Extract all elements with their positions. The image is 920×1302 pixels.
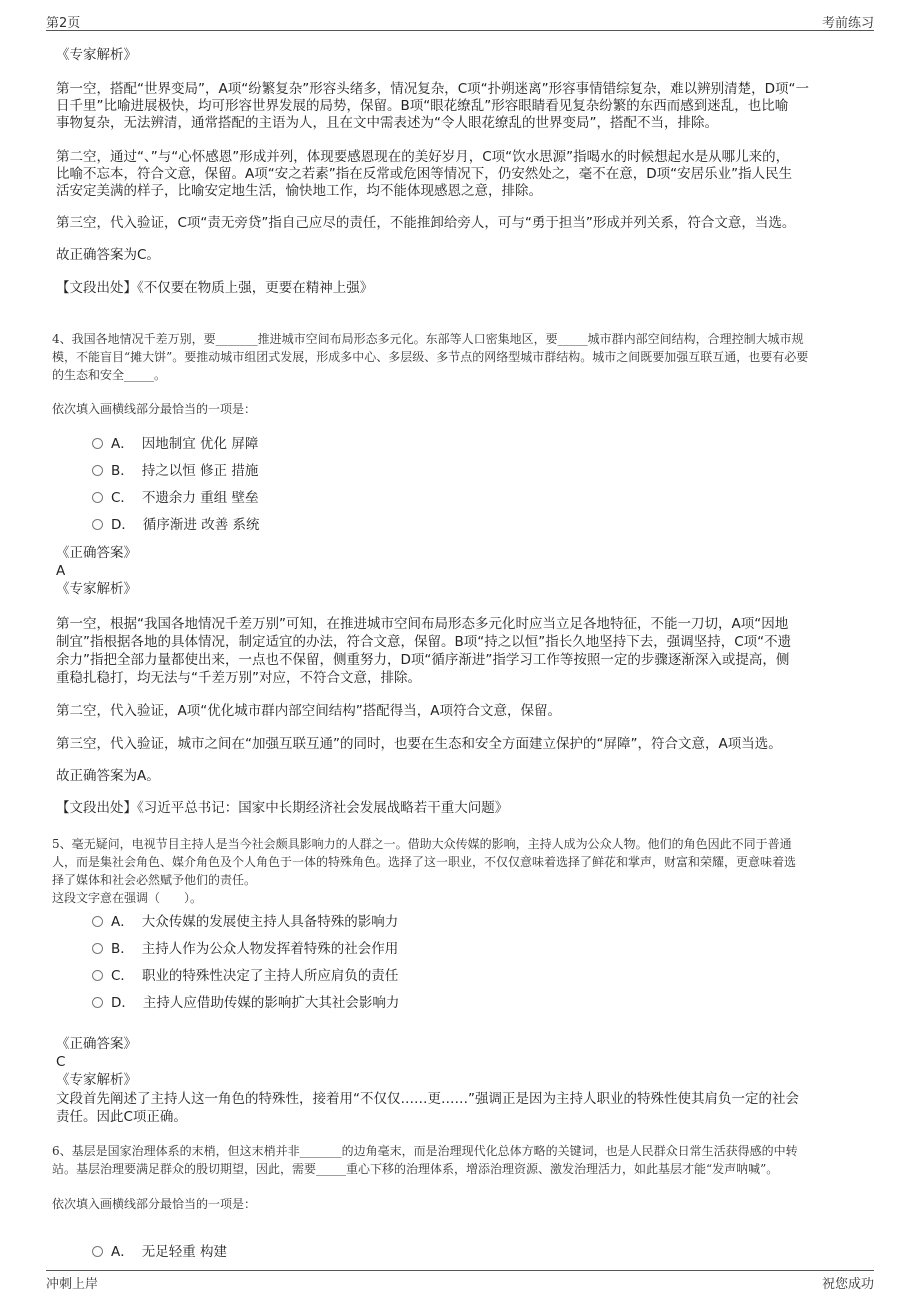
q5-option-d[interactable]: D． 主持人应借助传媒的影响扩大其社会影响力 xyxy=(92,994,399,1012)
q6-stem-line2: 站。基层治理要满足群众的殷切期望，因此，需要_____重心下移的治理体系，增添治理资源、激发治理活力，如此基层才能“发声呐喊”。 xyxy=(52,1162,779,1176)
q5-answer-label: 《正确答案》 xyxy=(56,1036,137,1052)
q5-expert-label: 《专家解析》 xyxy=(56,1072,137,1088)
q5-stem-line3: 择了媒体和社会必然赋予他们的责任。 xyxy=(52,873,257,887)
q4-para1-line1: 第一空，根据“我国各地情况千差万别”可知，在推进城市空间布局形态多元化时应当立足各地特征，不能一刀切，A项“因地 xyxy=(56,616,789,632)
q6-option-a[interactable]: A． 无足轻重 构建 xyxy=(92,1243,227,1261)
q3-para3: 第三空，代入验证，C项“责无旁贷”指自己应尽的责任，不能推卸给旁人，可与“勇于担当”形成并列关系，符合文意，当选。 xyxy=(56,215,796,231)
q4-para1-line2: 制宜”指根据各地的具体情况，制定适宜的办法，符合文意，保留。B项“持之以恒”指长久地坚持下去，强调坚持，C项“不遗 xyxy=(56,634,792,650)
q4-para2: 第二空，代入验证，A项“优化城市群内部空间结构”搭配得当，A项符合文意，保留。 xyxy=(56,703,561,719)
q5-prompt: 这段文字意在强调（ ）。 xyxy=(52,891,203,905)
q3-para2-line2: 比喻不忘本，符合文意，保留。A项“安之若素”指在反常或危困等情况下，仍安然处之，毫不在意，D项“安居乐业”指人民生 xyxy=(56,166,793,182)
q4-prompt: 依次填入画横线部分最恰当的一项是： xyxy=(52,402,257,416)
radio-icon[interactable] xyxy=(92,465,103,476)
radio-icon[interactable] xyxy=(92,492,103,503)
q3-source: 【文段出处】《不仅要在物质上强，更要在精神上强》 xyxy=(56,280,374,296)
q3-para1-line1: 第一空，搭配“世界变局”，A项“纷繁复杂”形容头绪多，情况复杂，C项“扑朔迷离”形容事情错综复杂，难以辨别清楚，D项“一 xyxy=(56,81,810,97)
q5-analysis-line1: 文段首先阐述了主持人这一角色的特殊性，接着用“不仅仅……更……”强调正是因为主持人职业的特殊性使其肩负一定的社会 xyxy=(56,1091,799,1107)
q4-option-a[interactable]: A． 因地制宜 优化 屏障 xyxy=(92,435,258,453)
radio-icon[interactable] xyxy=(92,916,103,927)
q3-para2-line1: 第二空，通过“、”与“心怀感恩”形成并列，体现要感恩现在的美好岁月，C项“饮水思源”指喝水的时候想起水是从哪儿来的， xyxy=(56,149,790,165)
q5-option-c[interactable]: C． 职业的特殊性决定了主持人所应肩负的责任 xyxy=(92,967,398,985)
radio-icon[interactable] xyxy=(92,970,103,981)
header-title: 考前练习 xyxy=(821,16,874,31)
q4-para1-line4: 重稳扎稳打，均无法与“千差万别”对应，不符合文意，排除。 xyxy=(56,670,421,686)
q5-option-b[interactable]: B． 主持人作为公众人物发挥着特殊的社会作用 xyxy=(92,940,398,958)
q5-stem-line1: 5、毫无疑问，电视节目主持人是当今社会颇具影响力的人群之一。借助大众传媒的影响，主持人成为公众人物。他们的角色因此不同于普通 xyxy=(52,837,792,851)
q5-analysis-line2: 责任。因此C项正确。 xyxy=(56,1109,187,1125)
q3-para1-line2: 日千里”比喻进展极快，均可形容世界发展的局势，保留。B项“眼花缭乱”形容眼睛看见复杂纷繁的东西而感到迷乱，也比喻 xyxy=(56,98,789,114)
q4-stem-line2: 模，不能盲目“摊大饼”。要推动城市组团式发展，形成多中心、多层级、多节点的网络型城市群结构。城市之间既要加强互联互通，也要有必要 xyxy=(52,350,809,364)
page-number: 第2页 xyxy=(46,16,81,31)
page-footer xyxy=(46,1270,874,1291)
radio-icon[interactable] xyxy=(92,438,103,449)
q3-expert-label: 《专家解析》 xyxy=(56,47,137,63)
q6-prompt: 依次填入画横线部分最恰当的一项是： xyxy=(52,1197,257,1211)
q5-option-a[interactable]: A． 大众传媒的发展使主持人具备特殊的影响力 xyxy=(92,913,398,931)
q4-stem-line1: 4、我国各地情况千差万别，要_______推进城市空间布局形态多元化。东部等人口密集地区，要_____城市群内部空间结构，合理控制大城市规 xyxy=(52,332,804,346)
q3-para1-line3: 事物复杂，无法辨清，通常搭配的主语为人，且在文中需表述为“令人眼花缭乱的世界变局”，搭配不当，排除。 xyxy=(56,115,718,131)
q4-source: 【文段出处】《习近平总书记：国家中长期经济社会发展战略若干重大问题》 xyxy=(56,800,509,816)
q6-stem-line1: 6、基层是国家治理体系的末梢，但这末梢并非_______的边角毫末，而是治理现代化总体方略的关键词，也是人民群众日常生活获得感的中转 xyxy=(52,1144,798,1158)
q4-answer: A xyxy=(56,563,66,579)
q3-para2-line3: 活安定美满的样子，比喻安定地生活，愉快地工作，均不能体现感恩之意，排除。 xyxy=(56,183,542,199)
q4-conclusion: 故正确答案为A。 xyxy=(56,768,160,784)
radio-icon[interactable] xyxy=(92,997,103,1008)
radio-icon[interactable] xyxy=(92,519,103,530)
q4-para3: 第三空，代入验证，城市之间在“加强互联互通”的同时，也要在生态和安全方面建立保护的“屏障”，符合文意，A项当选。 xyxy=(56,736,782,752)
q4-option-c[interactable]: C． 不遗余力 重组 壁垒 xyxy=(92,489,259,507)
q4-option-b[interactable]: B． 持之以恒 修正 措施 xyxy=(92,462,258,480)
footer-right: 祝您成功 xyxy=(821,1277,874,1292)
q5-stem-line2: 人，而是集社会角色、媒介角色及个人角色于一体的特殊角色。选择了这一职业，不仅仅意味着选择了鲜花和掌声，财富和荣耀，更意味着选 xyxy=(52,855,797,869)
q4-answer-label: 《正确答案》 xyxy=(56,545,137,561)
q3-conclusion: 故正确答案为C。 xyxy=(56,247,160,263)
q4-option-d[interactable]: D． 循序渐进 改善 系统 xyxy=(92,516,260,534)
footer-left: 冲刺上岸 xyxy=(46,1277,99,1292)
q4-para1-line3: 余力”指把全部力量都使出来，一点也不保留，侧重努力，D项“循序渐进”指学习工作等按照一定的步骤逐渐深入或提高，侧 xyxy=(56,652,790,668)
q4-expert-label: 《专家解析》 xyxy=(56,581,137,597)
q4-stem-line3: 的生态和安全_____。 xyxy=(52,368,167,382)
page-header xyxy=(46,10,874,31)
radio-icon[interactable] xyxy=(92,1246,103,1257)
radio-icon[interactable] xyxy=(92,943,103,954)
q5-answer: C xyxy=(56,1054,66,1070)
